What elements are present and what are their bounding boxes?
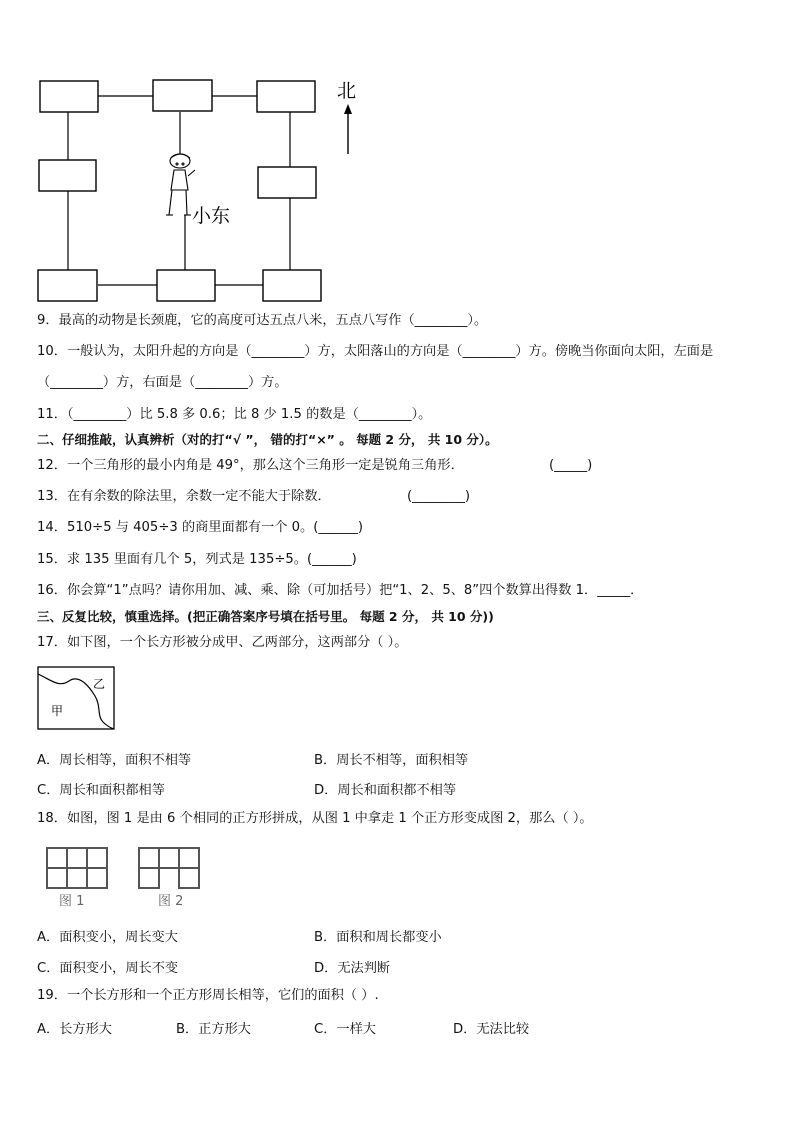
q17-option-b[interactable]: B．周长不相等，面积相等	[314, 753, 469, 768]
question-19: 19．一个长方形和一个正方形周长相等，它们的面积（ ）.	[37, 988, 379, 1003]
question-11: 11．（________）比 5.8 多 0.6；比 8 少 1.5 的数是（________）。	[37, 407, 432, 422]
figure-1-grid	[47, 848, 107, 888]
section-3-heading: 三、反复比较，慎重选择。(把正确答案序号填在括号里。 每题 2 分， 共 10 分))	[37, 609, 494, 624]
q19-option-c[interactable]: C．一样大	[314, 1022, 376, 1037]
question-10-line2: （________）方，右面是（________）方。	[37, 375, 288, 390]
figure-1-label: 图 1	[59, 894, 85, 909]
q17-option-d[interactable]: D．周长和面积都不相等	[314, 783, 457, 798]
map-box-middle-left	[39, 160, 96, 191]
section-2-heading: 二、仔细推敲，认真辨析（对的打“√ ”， 错的打“×” 。 每题 2 分， 共 10 分）。	[37, 432, 498, 447]
q18-option-a[interactable]: A．面积变小，周长变大	[37, 930, 178, 945]
question-9: 9．最高的动物是长颈鹿，它的高度可达五点八米，五点八写作（________）。	[37, 313, 488, 328]
figure-2-label: 图 2	[158, 894, 184, 909]
map-box-top-middle	[153, 80, 212, 111]
direction-map-figure	[0, 0, 794, 310]
question-13-blank: (________)	[407, 489, 471, 504]
question-12-blank: (_____)	[549, 458, 593, 473]
map-box-top-left	[40, 81, 98, 112]
q18-option-c[interactable]: C．面积变小，周长不变	[37, 961, 179, 976]
map-box-bottom-middle	[157, 270, 215, 301]
person-label: 小东	[192, 205, 231, 227]
split-rectangle-figure	[37, 666, 117, 732]
boy-figure-icon	[166, 154, 195, 215]
north-label: 北	[337, 80, 357, 102]
q19-option-d[interactable]: D．无法比较	[453, 1022, 530, 1037]
map-box-middle-right	[258, 167, 316, 198]
question-16: 16．你会算“1”点吗？请你用加、减、乘、除（可加括号）把“1、2、5、8”四个数算出得数 1．_____．	[37, 583, 644, 598]
q17-option-a[interactable]: A．周长相等，面积不相等	[37, 753, 192, 768]
question-14: 14．510÷5 与 405÷3 的商里面都有一个 0。(______)	[37, 520, 364, 535]
q18-option-d[interactable]: D．无法判断	[314, 961, 391, 976]
map-box-bottom-right	[263, 270, 321, 301]
north-arrow-icon	[344, 104, 352, 154]
q19-option-b[interactable]: B．正方形大	[176, 1022, 251, 1037]
map-box-bottom-left	[38, 270, 97, 301]
map-box-top-right	[257, 81, 315, 112]
question-18: 18．如图，图 1 是由 6 个相同的正方形拼成，从图 1 中拿走 1 个正方形变成图 2，那么（ ）。	[37, 811, 593, 826]
figure-label-jia: 甲	[51, 704, 64, 718]
question-12: 12．一个三角形的最小内角是 49°，那么这个三角形一定是锐角三角形．	[37, 458, 464, 473]
q17-option-c[interactable]: C．周长和面积都相等	[37, 783, 165, 798]
q19-option-a[interactable]: A．长方形大	[37, 1022, 112, 1037]
square-grid-figures	[37, 842, 207, 912]
question-10-line1: 10．一般认为，太阳升起的方向是（________）方，太阳落山的方向是（________）方。傍晚当你面向太阳，左面是	[37, 344, 714, 359]
question-13: 13．在有余数的除法里，余数一定不能大于除数．	[37, 489, 331, 504]
question-15: 15．求 135 里面有几个 5，列式是 135÷5。(______)	[37, 552, 357, 567]
q18-option-b[interactable]: B．面积和周长都变小	[314, 930, 442, 945]
figure-label-yi: 乙	[93, 677, 106, 691]
question-17: 17．如下图，一个长方形被分成甲、乙两部分，这两部分（ ）。	[37, 635, 408, 650]
figure-2-grid	[139, 848, 199, 888]
